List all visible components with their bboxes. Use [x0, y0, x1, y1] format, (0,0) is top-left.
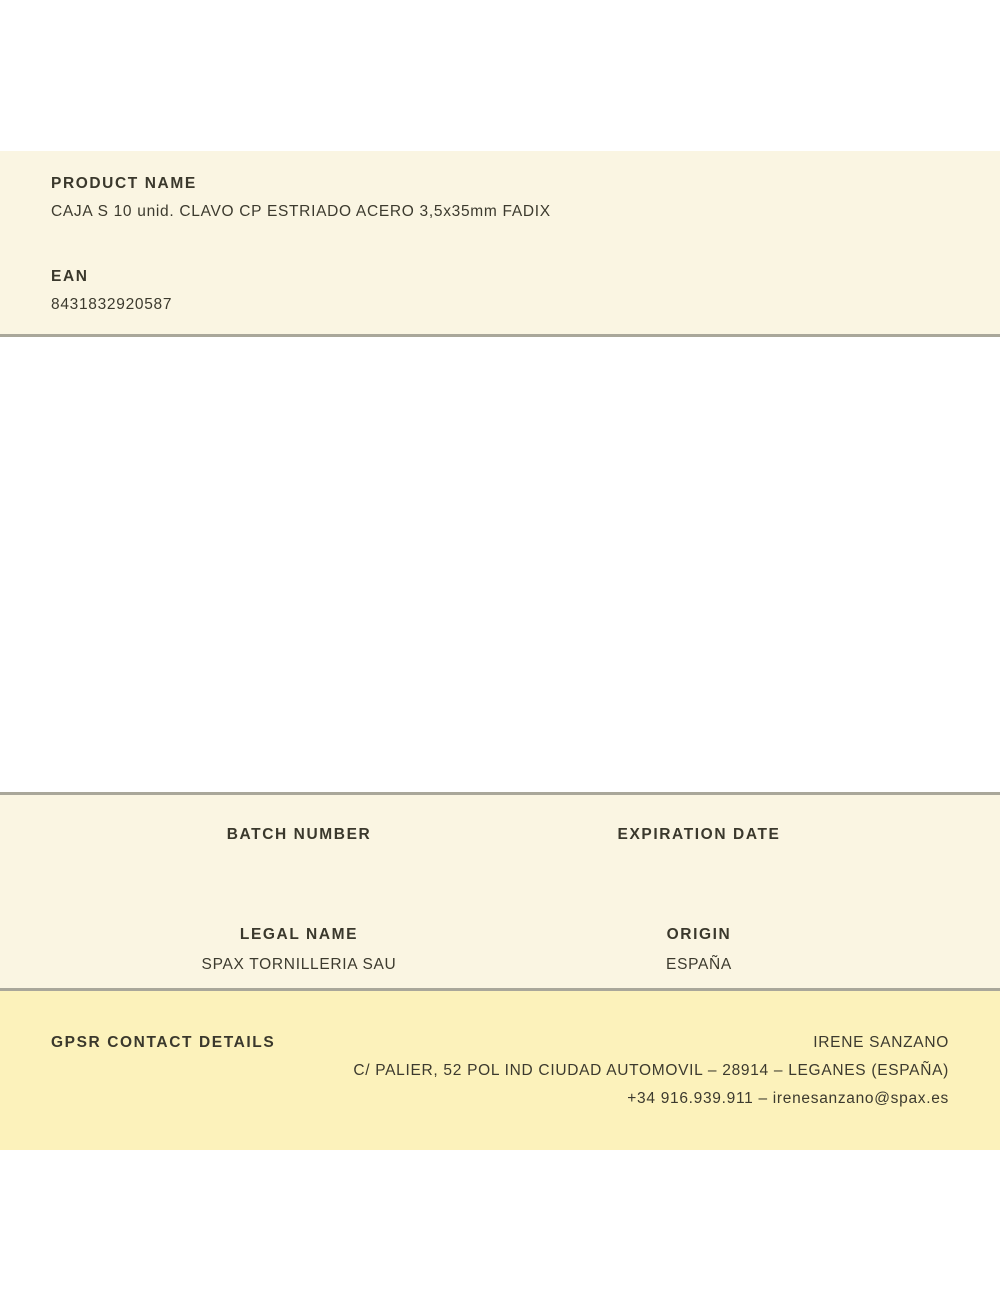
- contact-header-row: [51, 1035, 949, 1051]
- gpsr-contact-section: [0, 991, 1000, 1150]
- expiration-date-column: [499, 825, 899, 855]
- product-name-label: PRODUCT NAME: [51, 175, 197, 192]
- batch-expiration-row: [0, 825, 1000, 855]
- contact-address: C/ PALIER, 52 POL IND CIUDAD AUTOMOVIL – 28914 – LEGANES (ESPAÑA): [353, 1062, 949, 1079]
- legal-name-value: SPAX TORNILLERIA SAU: [201, 956, 397, 973]
- batch-number-label: BATCH NUMBER: [226, 826, 372, 843]
- origin-label: ORIGIN: [666, 926, 732, 943]
- ean-label: EAN: [51, 268, 89, 285]
- contact-phone-email: +34 916.939.911 – irenesanzano@spax.es: [627, 1090, 949, 1107]
- expiration-date-label: EXPIRATION DATE: [617, 826, 781, 843]
- legal-origin-row: [0, 925, 1000, 975]
- contact-name: IRENE SANZANO: [813, 1034, 949, 1051]
- origin-column: [499, 925, 899, 975]
- legal-name-column: [99, 925, 499, 975]
- gpsr-contact-details-label: GPSR CONTACT DETAILS: [51, 1034, 276, 1051]
- product-info-section: [0, 151, 1000, 337]
- origin-value: ESPAÑA: [666, 956, 732, 973]
- ean-value: 8431832920587: [51, 296, 173, 313]
- batch-number-column: [99, 825, 499, 855]
- legal-name-label: LEGAL NAME: [239, 926, 359, 943]
- batch-legal-section: [0, 792, 1000, 991]
- product-name-value: CAJA S 10 unid. CLAVO CP ESTRIADO ACERO 3,5x35mm FADIX: [51, 203, 551, 220]
